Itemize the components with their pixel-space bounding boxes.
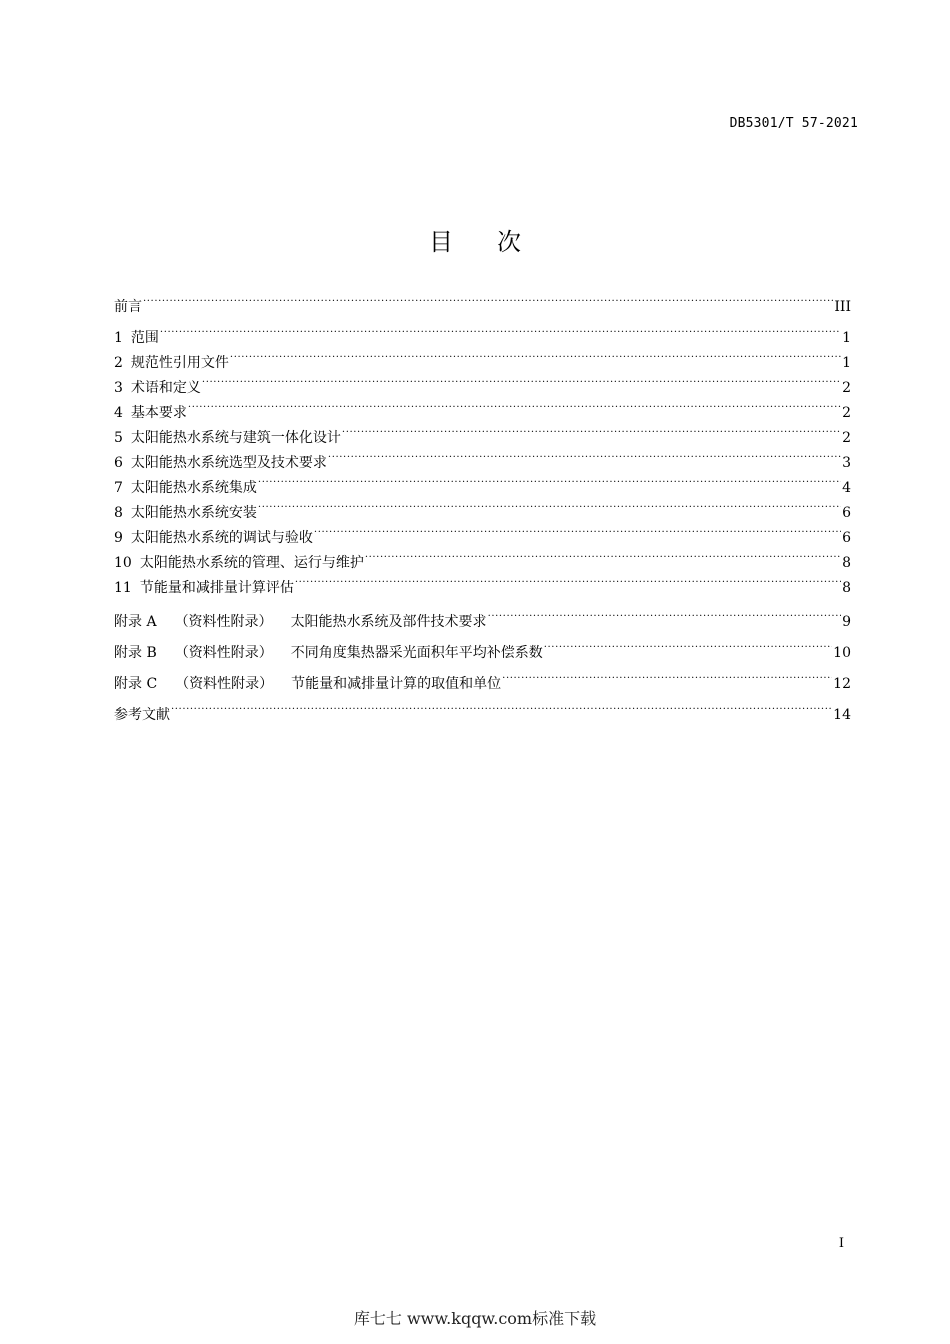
toc-entry-text: 规范性引用文件 xyxy=(130,355,229,371)
appendix-type: （资料性附录） xyxy=(174,614,273,630)
toc-entry-label xyxy=(114,607,487,638)
toc-entry-label xyxy=(114,476,257,501)
toc-entry-page: 6 xyxy=(842,505,851,521)
toc-dot-leader xyxy=(188,392,841,417)
toc-entry-text: 太阳能热水系统与建筑一体化设计 xyxy=(130,430,341,446)
toc-entry-3[interactable] xyxy=(114,367,851,396)
toc-entry-text: 不同角度集热器采光面积年平均补偿系数 xyxy=(290,645,543,661)
toc-dot-leader xyxy=(342,417,841,442)
toc-entry-number: 8 xyxy=(114,505,123,521)
toc-entry-text: 术语和定义 xyxy=(130,380,201,396)
toc-dot-leader xyxy=(160,317,841,342)
toc-dot-leader xyxy=(143,286,833,311)
toc-dot-leader xyxy=(314,517,841,542)
toc-entry-page: 2 xyxy=(842,405,851,421)
toc-dot-leader xyxy=(488,595,842,626)
toc-entry-number: 2 xyxy=(114,355,123,371)
footer-watermark: 库七七 www.kqqw.com标准下载 xyxy=(353,1309,597,1328)
appendix-prefix: 附录 B xyxy=(114,645,157,661)
toc-entry-5[interactable] xyxy=(114,417,851,446)
toc-entry-text: 太阳能热水系统的管理、运行与维护 xyxy=(139,555,364,571)
toc-entry-number: 11 xyxy=(114,580,132,596)
toc-dot-leader xyxy=(365,542,841,567)
toc-entry-2[interactable] xyxy=(114,342,851,371)
toc-dot-leader xyxy=(328,442,841,467)
toc-entry-number: 6 xyxy=(114,455,123,471)
toc-entry-text: 太阳能热水系统安装 xyxy=(130,505,257,521)
document-code: DB5301/T 57-2021 xyxy=(729,116,858,131)
page-title: 目次 xyxy=(429,228,565,257)
appendix-type: （资料性附录） xyxy=(174,645,273,661)
toc-entry-text: 节能量和减排量计算的取值和单位 xyxy=(291,676,502,692)
toc-dot-leader xyxy=(171,688,832,719)
toc-entry-page: 10 xyxy=(833,645,851,661)
appendix-prefix: 附录 A xyxy=(114,614,157,630)
toc-entry-number: 5 xyxy=(114,430,123,446)
toc-entry-number: 7 xyxy=(114,480,123,496)
toc-entry-label xyxy=(114,401,187,426)
toc-entry-number: 1 xyxy=(114,330,123,346)
toc-entry-text: 太阳能热水系统及部件技术要求 xyxy=(290,614,487,630)
toc-entry-number: 3 xyxy=(114,380,123,396)
toc-entry-label: 参考文献 xyxy=(114,707,170,723)
toc-entry-page: 9 xyxy=(842,614,851,630)
toc-entry-label xyxy=(114,576,294,601)
toc-entry-text: 太阳能热水系统选型及技术要求 xyxy=(130,455,327,471)
page-number: I xyxy=(838,1236,844,1251)
toc-entry-page: 6 xyxy=(842,530,851,546)
toc-dot-leader xyxy=(230,342,841,367)
toc-entry-label xyxy=(114,326,159,351)
toc-entry-page: 8 xyxy=(842,555,851,571)
toc-entry-label xyxy=(114,526,313,551)
toc-entry-page: 3 xyxy=(842,455,851,471)
toc-entry-page: 2 xyxy=(842,380,851,396)
toc-entry-number: 10 xyxy=(114,555,132,571)
toc-dot-leader xyxy=(258,467,841,492)
appendix-prefix: 附录 C xyxy=(114,676,158,692)
toc-entry-number: 4 xyxy=(114,405,123,421)
toc-dot-leader xyxy=(202,367,841,392)
appendix-type: （资料性附录） xyxy=(175,676,274,692)
toc-entry-references[interactable] xyxy=(114,688,851,723)
toc-entry-label xyxy=(114,426,341,451)
toc-entry-page: 4 xyxy=(842,480,851,496)
toc-entry-page: 2 xyxy=(842,430,851,446)
toc-entry-label xyxy=(114,638,543,669)
toc-entry-1[interactable] xyxy=(114,317,851,346)
table-of-contents xyxy=(114,286,851,723)
toc-entry-page: 1 xyxy=(842,330,851,346)
toc-entry-text: 节能量和减排量计算评估 xyxy=(139,580,294,596)
toc-entry-label: 前言 xyxy=(114,299,142,315)
toc-entry-foreword[interactable] xyxy=(114,286,851,315)
toc-dot-leader xyxy=(502,657,832,688)
toc-entry-text: 基本要求 xyxy=(130,405,187,421)
toc-entry-page: 14 xyxy=(833,707,851,723)
toc-entry-4[interactable] xyxy=(114,392,851,421)
toc-dot-leader xyxy=(295,567,841,592)
toc-entry-label xyxy=(114,501,257,526)
toc-entry-page: 8 xyxy=(842,580,851,596)
toc-entry-text: 太阳能热水系统集成 xyxy=(130,480,257,496)
toc-entry-page: 12 xyxy=(833,676,851,692)
toc-entry-page: 1 xyxy=(842,355,851,371)
toc-entry-text: 太阳能热水系统的调试与验收 xyxy=(130,530,313,546)
toc-dot-leader xyxy=(544,626,832,657)
toc-entry-number: 9 xyxy=(114,530,123,546)
toc-dot-leader xyxy=(258,492,841,517)
toc-entry-page: III xyxy=(834,299,851,315)
toc-entry-text: 范围 xyxy=(130,330,159,346)
